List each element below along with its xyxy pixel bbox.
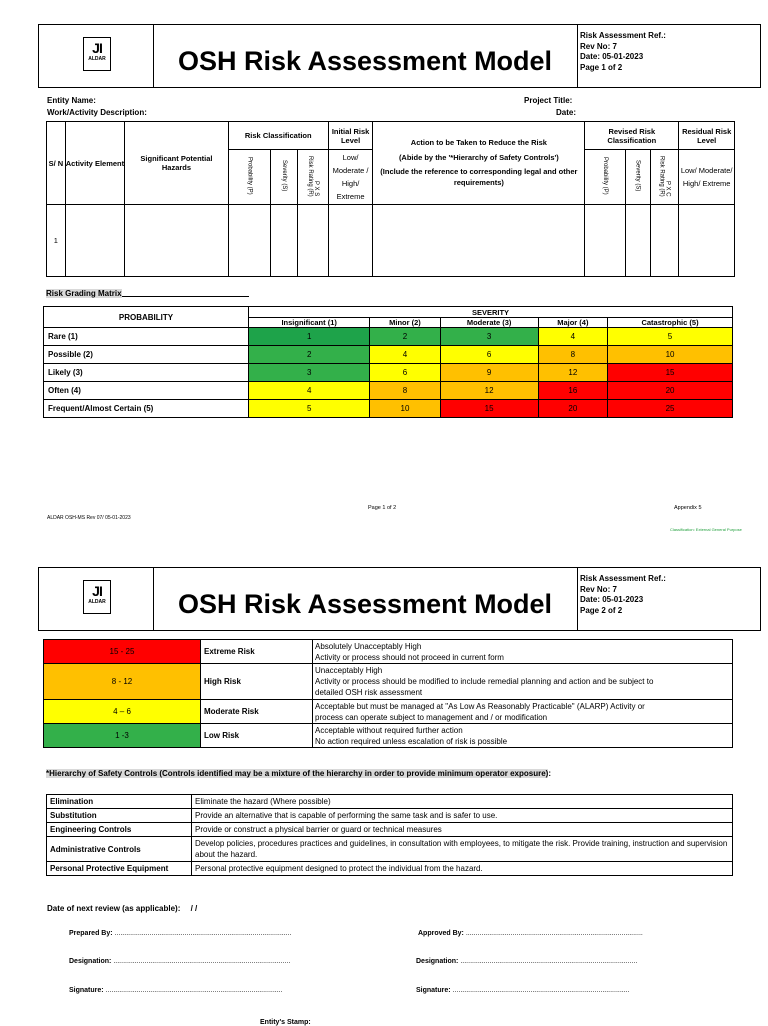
- matrix-cell: 3: [440, 328, 538, 346]
- probability-label: Rare (1): [44, 328, 249, 346]
- risk-rating-cell[interactable]: [298, 205, 329, 277]
- residual-header: Residual Risk Level: [679, 122, 735, 150]
- initial-levels: Low/ Moderate / High/ Extreme: [328, 150, 373, 205]
- matrix-cell: 20: [608, 382, 733, 400]
- document-title: OSH Risk Assessment Model: [177, 45, 553, 76]
- probability-label: Often (4): [44, 382, 249, 400]
- severity-col-3: Moderate (3): [440, 318, 538, 328]
- rev-label: Rev No: 7: [580, 41, 617, 51]
- legend-description: [313, 724, 733, 748]
- probability-header: PROBABILITY: [44, 307, 249, 328]
- revised-probability-header: Probability (P): [585, 150, 626, 205]
- severity-col-4: Major (4): [538, 318, 607, 328]
- risk-level-legend: [43, 639, 733, 748]
- matrix-row: [44, 346, 733, 364]
- control-name: Administrative Controls: [47, 837, 192, 862]
- prepared-by-line[interactable]: Prepared By: ...........................................................................................: [69, 930, 292, 937]
- legend-description: [313, 640, 733, 664]
- legend-desc-line: Unacceptably High: [315, 666, 383, 675]
- legend-description: [313, 664, 733, 700]
- control-description: Provide or construct a physical barrier or guard or technical measures: [192, 823, 733, 837]
- severity-cell[interactable]: [271, 205, 298, 277]
- hierarchy-table: [46, 794, 733, 876]
- risk-grading-matrix: [43, 306, 733, 418]
- logo-cell: [39, 25, 154, 87]
- legend-label: Moderate Risk: [201, 700, 313, 724]
- matrix-cell: 12: [440, 382, 538, 400]
- matrix-row: [44, 328, 733, 346]
- date-label: Date: 05-01-2023: [580, 52, 644, 61]
- row-number: 1: [47, 205, 66, 277]
- approved-by-line[interactable]: Approved By: ...........................................................................................: [418, 930, 643, 937]
- risk-class-header: Risk Classification: [228, 122, 328, 150]
- matrix-cell: 25: [608, 400, 733, 418]
- matrix-cell: 20: [538, 400, 607, 418]
- classification-label: Classification: External General Purpose: [670, 527, 742, 532]
- matrix-row: [44, 400, 733, 418]
- matrix-row: [44, 382, 733, 400]
- probability-cell[interactable]: [228, 205, 271, 277]
- work-activity-label: Work/Activity Description:: [47, 108, 147, 117]
- footer-left: ALDAR OSH-MS Rev 07/ 05-01-2023: [47, 515, 131, 521]
- action-sub1: (Abide by the '*Hierarchy of Safety Controls'): [398, 153, 559, 162]
- initial-risk-cell[interactable]: [328, 205, 373, 277]
- entity-name-label: Entity Name:: [47, 96, 96, 105]
- designation-left-line[interactable]: Designation: ...........................................................................................: [69, 958, 291, 965]
- revised-severity-cell[interactable]: [625, 205, 650, 277]
- control-description: Provide an alternative that is capable of performing the same task and is safer to use.: [192, 809, 733, 823]
- signature-left-line[interactable]: Signature: ...........................................................................................: [69, 987, 283, 994]
- control-description: Develop policies, procedures practices and guidelines, in consultation with employees, to mitigate the risk. Provide training, instruction and supervision about the hazard.: [192, 837, 733, 862]
- action-sub2: (Include the reference to corresponding legal and other requirements): [380, 167, 578, 187]
- page-2: [0, 540, 768, 1024]
- matrix-cell: 4: [249, 382, 370, 400]
- hierarchy-row: [47, 862, 733, 876]
- control-name: Engineering Controls: [47, 823, 192, 837]
- entity-stamp-label: Entity's Stamp:: [260, 1019, 311, 1026]
- legend-desc-line: Acceptable without required further action: [315, 725, 463, 735]
- action-cell[interactable]: [373, 205, 585, 277]
- footer-appendix: Appendix 5: [674, 505, 702, 511]
- hazards-header: Significant Potential Hazards: [125, 122, 229, 205]
- legend-description: [313, 700, 733, 724]
- matrix-cell: 12: [538, 364, 607, 382]
- initial-risk-header: Initial Risk Level: [328, 122, 373, 150]
- legend-desc-line: Acceptable but must be managed at "As Low As Reasonably Practicable" (ALARP) Activity or: [315, 701, 645, 711]
- hierarchy-row: [47, 809, 733, 823]
- matrix-cell: 10: [370, 400, 440, 418]
- legend-desc-line: Activity or process should not proceed in current form: [315, 652, 504, 662]
- revised-probability-cell[interactable]: [585, 205, 626, 277]
- legend-label: Low Risk: [201, 724, 313, 748]
- legend-row: [44, 664, 733, 700]
- matrix-cell: 5: [249, 400, 370, 418]
- header: [38, 24, 761, 88]
- date-field-label: Date:: [556, 108, 577, 117]
- hierarchy-note: *Hierarchy of Safety Controls (Controls identified may be a mixture of the hierarchy in order to provide minimum operator exposure): [46, 769, 549, 778]
- legend-label: Extreme Risk: [201, 640, 313, 664]
- risk-assessment-table: [46, 121, 735, 277]
- hierarchy-row: [47, 823, 733, 837]
- activity-header: Activity Element: [65, 122, 124, 205]
- ref-label: Risk Assessment Ref.:: [580, 574, 666, 583]
- hierarchy-note-line: [46, 769, 551, 778]
- aldar-logo: [83, 37, 111, 71]
- residual-cell[interactable]: [679, 205, 735, 277]
- matrix-cell: 10: [608, 346, 733, 364]
- legend-desc-line: process can operate subject to management and / or modification: [315, 712, 548, 722]
- document-title: OSH Risk Assessment Model: [177, 588, 553, 619]
- matrix-cell: 8: [370, 382, 440, 400]
- logo-cell: [39, 568, 154, 630]
- rev-label: Rev No: 7: [580, 584, 617, 594]
- review-date-label: Date of next review (as applicable):: [47, 904, 181, 913]
- logo-mark: JI: [92, 583, 102, 599]
- legend-row: [44, 700, 733, 724]
- legend-range: 15 - 25: [44, 640, 201, 664]
- matrix-title: Risk Grading Matrix: [46, 289, 122, 298]
- severity-header: Severity (S): [271, 150, 298, 205]
- matrix-cell: 6: [370, 364, 440, 382]
- revised-severity-header: Severity (S): [625, 150, 650, 205]
- matrix-cell: 5: [608, 328, 733, 346]
- matrix-cell: 9: [440, 364, 538, 382]
- action-header: [373, 122, 585, 205]
- control-name: Elimination: [47, 795, 192, 809]
- signature-right-line[interactable]: Signature: ...........................................................................................: [416, 987, 630, 994]
- ref-label: Risk Assessment Ref.:: [580, 31, 666, 40]
- risk-rating-header: Risk Rating (R)P X S: [298, 150, 329, 205]
- matrix-cell: 15: [440, 400, 538, 418]
- control-description: Eliminate the hazard (Where possible): [192, 795, 733, 809]
- activity-cell[interactable]: [65, 205, 124, 277]
- matrix-cell: 4: [538, 328, 607, 346]
- severity-header: SEVERITY: [249, 307, 733, 318]
- legend-row: [44, 640, 733, 664]
- legend-desc-line: detailed OSH risk assessment: [315, 688, 423, 697]
- review-date-slashes: / /: [190, 904, 198, 913]
- page-label: Page 2 of 2: [580, 605, 623, 615]
- logo-mark: JI: [92, 40, 102, 56]
- matrix-cell: 2: [249, 346, 370, 364]
- footer-page: Page 1 of 2: [368, 505, 397, 511]
- legend-range: 1 -3: [44, 724, 201, 748]
- severity-col-2: Minor (2): [370, 318, 440, 328]
- header-info: [580, 574, 666, 616]
- logo-text: ALDAR: [88, 56, 106, 62]
- revised-rating-cell[interactable]: [650, 205, 679, 277]
- severity-col-5: Catastrophic (5): [608, 318, 733, 328]
- legend-label: High Risk: [201, 664, 313, 700]
- residual-levels: Low/ Moderate/ High/ Extreme: [679, 150, 735, 205]
- designation-right-line[interactable]: Designation: ...........................................................................................: [416, 958, 638, 965]
- control-name: Personal Protective Equipment: [47, 862, 192, 876]
- aldar-logo: [83, 580, 111, 614]
- hazards-cell[interactable]: [125, 205, 229, 277]
- probability-header: Probability (P): [228, 150, 271, 205]
- matrix-cell: 6: [440, 346, 538, 364]
- control-name: Substitution: [47, 809, 192, 823]
- project-title-label: Project Title:: [524, 96, 573, 105]
- hierarchy-colon: :: [548, 769, 551, 778]
- header: [38, 567, 761, 631]
- matrix-cell: 3: [249, 364, 370, 382]
- legend-desc-line: No action required unless escalation of risk is possible: [315, 736, 508, 746]
- severity-col-1: Insignificant (1): [249, 318, 370, 328]
- header-info: [580, 31, 666, 73]
- action-title: Action to be Taken to Reduce the Risk: [410, 138, 547, 147]
- hierarchy-row: [47, 795, 733, 809]
- matrix-cell: 8: [538, 346, 607, 364]
- matrix-cell: 16: [538, 382, 607, 400]
- matrix-row: [44, 364, 733, 382]
- matrix-cell: 15: [608, 364, 733, 382]
- revised-rating-header: Risk Rating (R)P X C: [650, 150, 679, 205]
- legend-desc-line: Absolutely Unacceptably High: [315, 641, 422, 651]
- revised-header: Revised Risk Classification: [585, 122, 679, 150]
- probability-label: Frequent/Almost Certain (5): [44, 400, 249, 418]
- date-label: Date: 05-01-2023: [580, 595, 644, 604]
- matrix-cell: 4: [370, 346, 440, 364]
- hierarchy-row: [47, 837, 733, 862]
- matrix-cell: 1: [249, 328, 370, 346]
- legend-row: [44, 724, 733, 748]
- matrix-title-underline: [46, 283, 249, 297]
- control-description: Personal protective equipment designed to protect the individual from the hazard.: [192, 862, 733, 876]
- logo-text: ALDAR: [88, 599, 106, 605]
- review-date-line: [47, 904, 197, 913]
- page-label: Page 1 of 2: [580, 62, 623, 72]
- legend-range: 4 – 6: [44, 700, 201, 724]
- matrix-cell: 2: [370, 328, 440, 346]
- legend-range: 8 - 12: [44, 664, 201, 700]
- probability-label: Possible (2): [44, 346, 249, 364]
- title-cell: [153, 25, 578, 87]
- probability-label: Likely (3): [44, 364, 249, 382]
- title-cell: [153, 568, 578, 630]
- sn-header: S/ N: [47, 122, 66, 205]
- legend-desc-line: Activity or process should be modified to include remedial planning and action and be subject to: [315, 677, 654, 686]
